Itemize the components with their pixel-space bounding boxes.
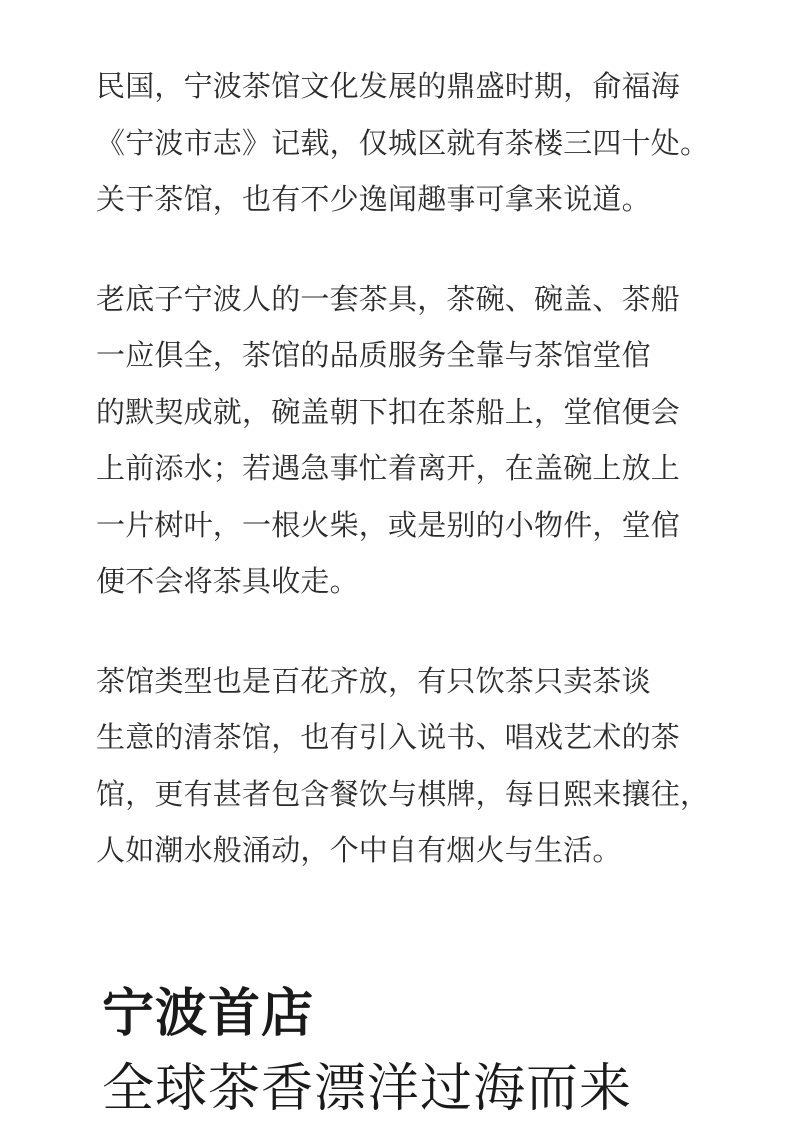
heading-title: 宁波首店 xyxy=(102,984,315,1044)
paragraph-tea-set-customs xyxy=(96,271,696,610)
paragraph-teahouse-types xyxy=(96,653,710,879)
text-line: 生意的清茶馆，也有引入说书、唱戏艺术的茶 xyxy=(96,720,681,754)
article-body xyxy=(96,58,710,922)
text-line: 的默契成就，碗盖朝下扣在茶船上，堂倌便会 xyxy=(96,394,681,429)
section-heading xyxy=(102,978,762,1128)
paragraph-teahouse-history xyxy=(96,58,710,228)
text-line: 民国，宁波茶馆文化发展的鼎盛时期，俞福海 xyxy=(96,69,681,103)
heading-subtitle: 全球茶香漂洋过海而来 xyxy=(102,1059,633,1119)
text-line: 一应俱全，茶馆的品质服务全靠与茶馆堂倌 xyxy=(96,338,651,372)
text-line: 上前添水；若遇急事忙着离开，在盖碗上放上 xyxy=(96,451,681,485)
text-line: 《宁波市志》记载，仅城区就有茶楼三四十处。 xyxy=(96,125,710,160)
text-line: 便不会将茶具收走。 xyxy=(96,564,359,598)
text-line: 老底子宁波人的一套茶具，茶碗、碗盖、茶船 xyxy=(96,281,681,316)
text-line: 一片树叶，一根火柴，或是别的小物件，堂倌 xyxy=(96,507,681,542)
text-line: 关于茶馆，也有不少逸闻趣事可拿来说道。 xyxy=(96,182,651,216)
text-line: 人如潮水般涌动，个中自有烟火与生活。 xyxy=(96,833,622,867)
text-line: 茶馆类型也是百花齐放，有只饮茶只卖茶谈 xyxy=(96,663,651,698)
text-line: 馆，更有甚者包含餐饮与棋牌，每日熙来攘往， xyxy=(96,776,710,811)
